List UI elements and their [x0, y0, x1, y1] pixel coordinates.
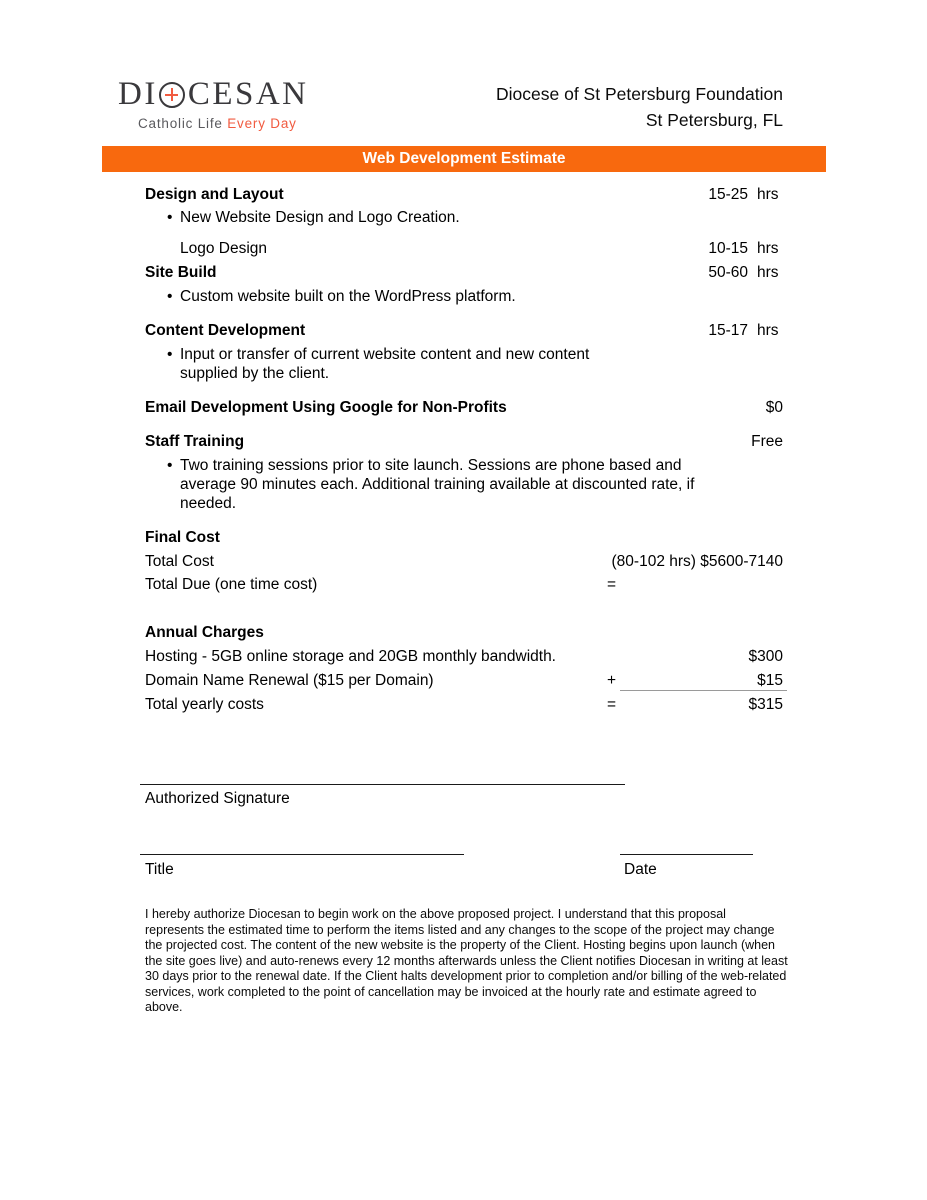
hosting-row	[145, 647, 783, 666]
domain-row	[145, 671, 783, 690]
item-label: Site Build	[145, 264, 217, 281]
bullet-text: • New Website Design and Logo Creation.	[180, 208, 460, 227]
yearly-total-label: Total yearly costs	[145, 696, 264, 713]
item-cost: Free	[751, 433, 783, 450]
authorized-signature-label: Authorized Signature	[145, 790, 290, 807]
signature-line[interactable]	[140, 784, 625, 785]
title-label: Title	[145, 861, 174, 878]
logo-text-suffix: CESAN	[187, 76, 309, 112]
authorization-terms: I hereby authorize Diocesan to begin work on the above proposed project. I understand that this proposal represents the estimated time to perform the items listed and any changes to the scope of the project may change the projected cost. The content of the new website is the property of the Client. Hosting begins upon launch (when the site goes live) and auto-renews every 12 months afterwards unless the Client notifies Diocesan in writing at least 30 days prior to the renewal date. If the Client halts development prior to completion and/or billing of the web-related services, work completed to the point of cancellation may be invoiced at the hourly rate and estimate agreed to above.	[145, 907, 788, 1014]
line-item	[145, 321, 783, 340]
bullet-text: • Two training sessions prior to site launch. Sessions are phone based and average 90 minutes each. Additional training available at discounted rate, if needed.	[180, 456, 720, 513]
line-item	[145, 185, 783, 204]
title-line[interactable]	[140, 854, 464, 855]
item-hours: 15-17 hrs	[708, 322, 779, 339]
yearly-total-row	[145, 695, 783, 714]
item-label: Design and Layout	[145, 186, 284, 203]
tagline-gray: Catholic Life	[138, 116, 228, 131]
bullet-text: • Custom website built on the WordPress platform.	[180, 287, 516, 306]
banner-title: Web Development Estimate	[362, 150, 566, 167]
total-cost-row	[145, 552, 783, 571]
logo-text-prefix: DI	[118, 76, 158, 112]
total-cost-value: (80-102 hrs) $5600-7140	[611, 553, 783, 570]
date-label: Date	[624, 861, 657, 878]
tagline-orange: Every Day	[227, 116, 297, 131]
client-location: St Petersburg, FL	[645, 109, 783, 130]
annual-charges-heading: Annual Charges	[145, 624, 264, 641]
domain-value: $15	[757, 672, 783, 689]
item-label: Email Development Using Google for Non-Profits	[145, 399, 507, 416]
line-item	[145, 432, 783, 451]
item-label: Staff Training	[145, 433, 245, 450]
hosting-value: $300	[748, 648, 783, 665]
line-item	[145, 239, 783, 258]
total-due-label: Total Due (one time cost)	[145, 576, 318, 593]
date-line[interactable]	[620, 854, 753, 855]
plus-operator: +	[607, 672, 617, 689]
line-item	[145, 398, 783, 417]
item-cost: $0	[765, 399, 783, 416]
bullet-text: • Input or transfer of current website content and new content supplied by the client.	[180, 345, 620, 383]
hosting-label: Hosting - 5GB online storage and 20GB monthly bandwidth.	[145, 648, 556, 665]
sum-rule	[620, 690, 787, 691]
equals-operator: =	[607, 696, 617, 713]
final-cost-heading: Final Cost	[145, 529, 220, 546]
item-hours: 50-60 hrs	[708, 264, 779, 281]
line-item	[145, 263, 783, 282]
total-cost-label: Total Cost	[145, 553, 214, 570]
item-label: Logo Design	[180, 240, 268, 257]
item-hours: 15-25 hrs	[708, 186, 779, 203]
total-due-row	[145, 575, 783, 594]
estimate-body	[145, 0, 783, 1200]
client-org-name: Diocese of St Petersburg Foundation	[496, 84, 783, 104]
item-label: Content Development	[145, 322, 306, 339]
yearly-total-value: $315	[748, 696, 783, 713]
item-hours: 10-15 hrs	[708, 240, 779, 257]
equals-operator: =	[607, 576, 617, 593]
domain-label: Domain Name Renewal ($15 per Domain)	[145, 672, 434, 689]
